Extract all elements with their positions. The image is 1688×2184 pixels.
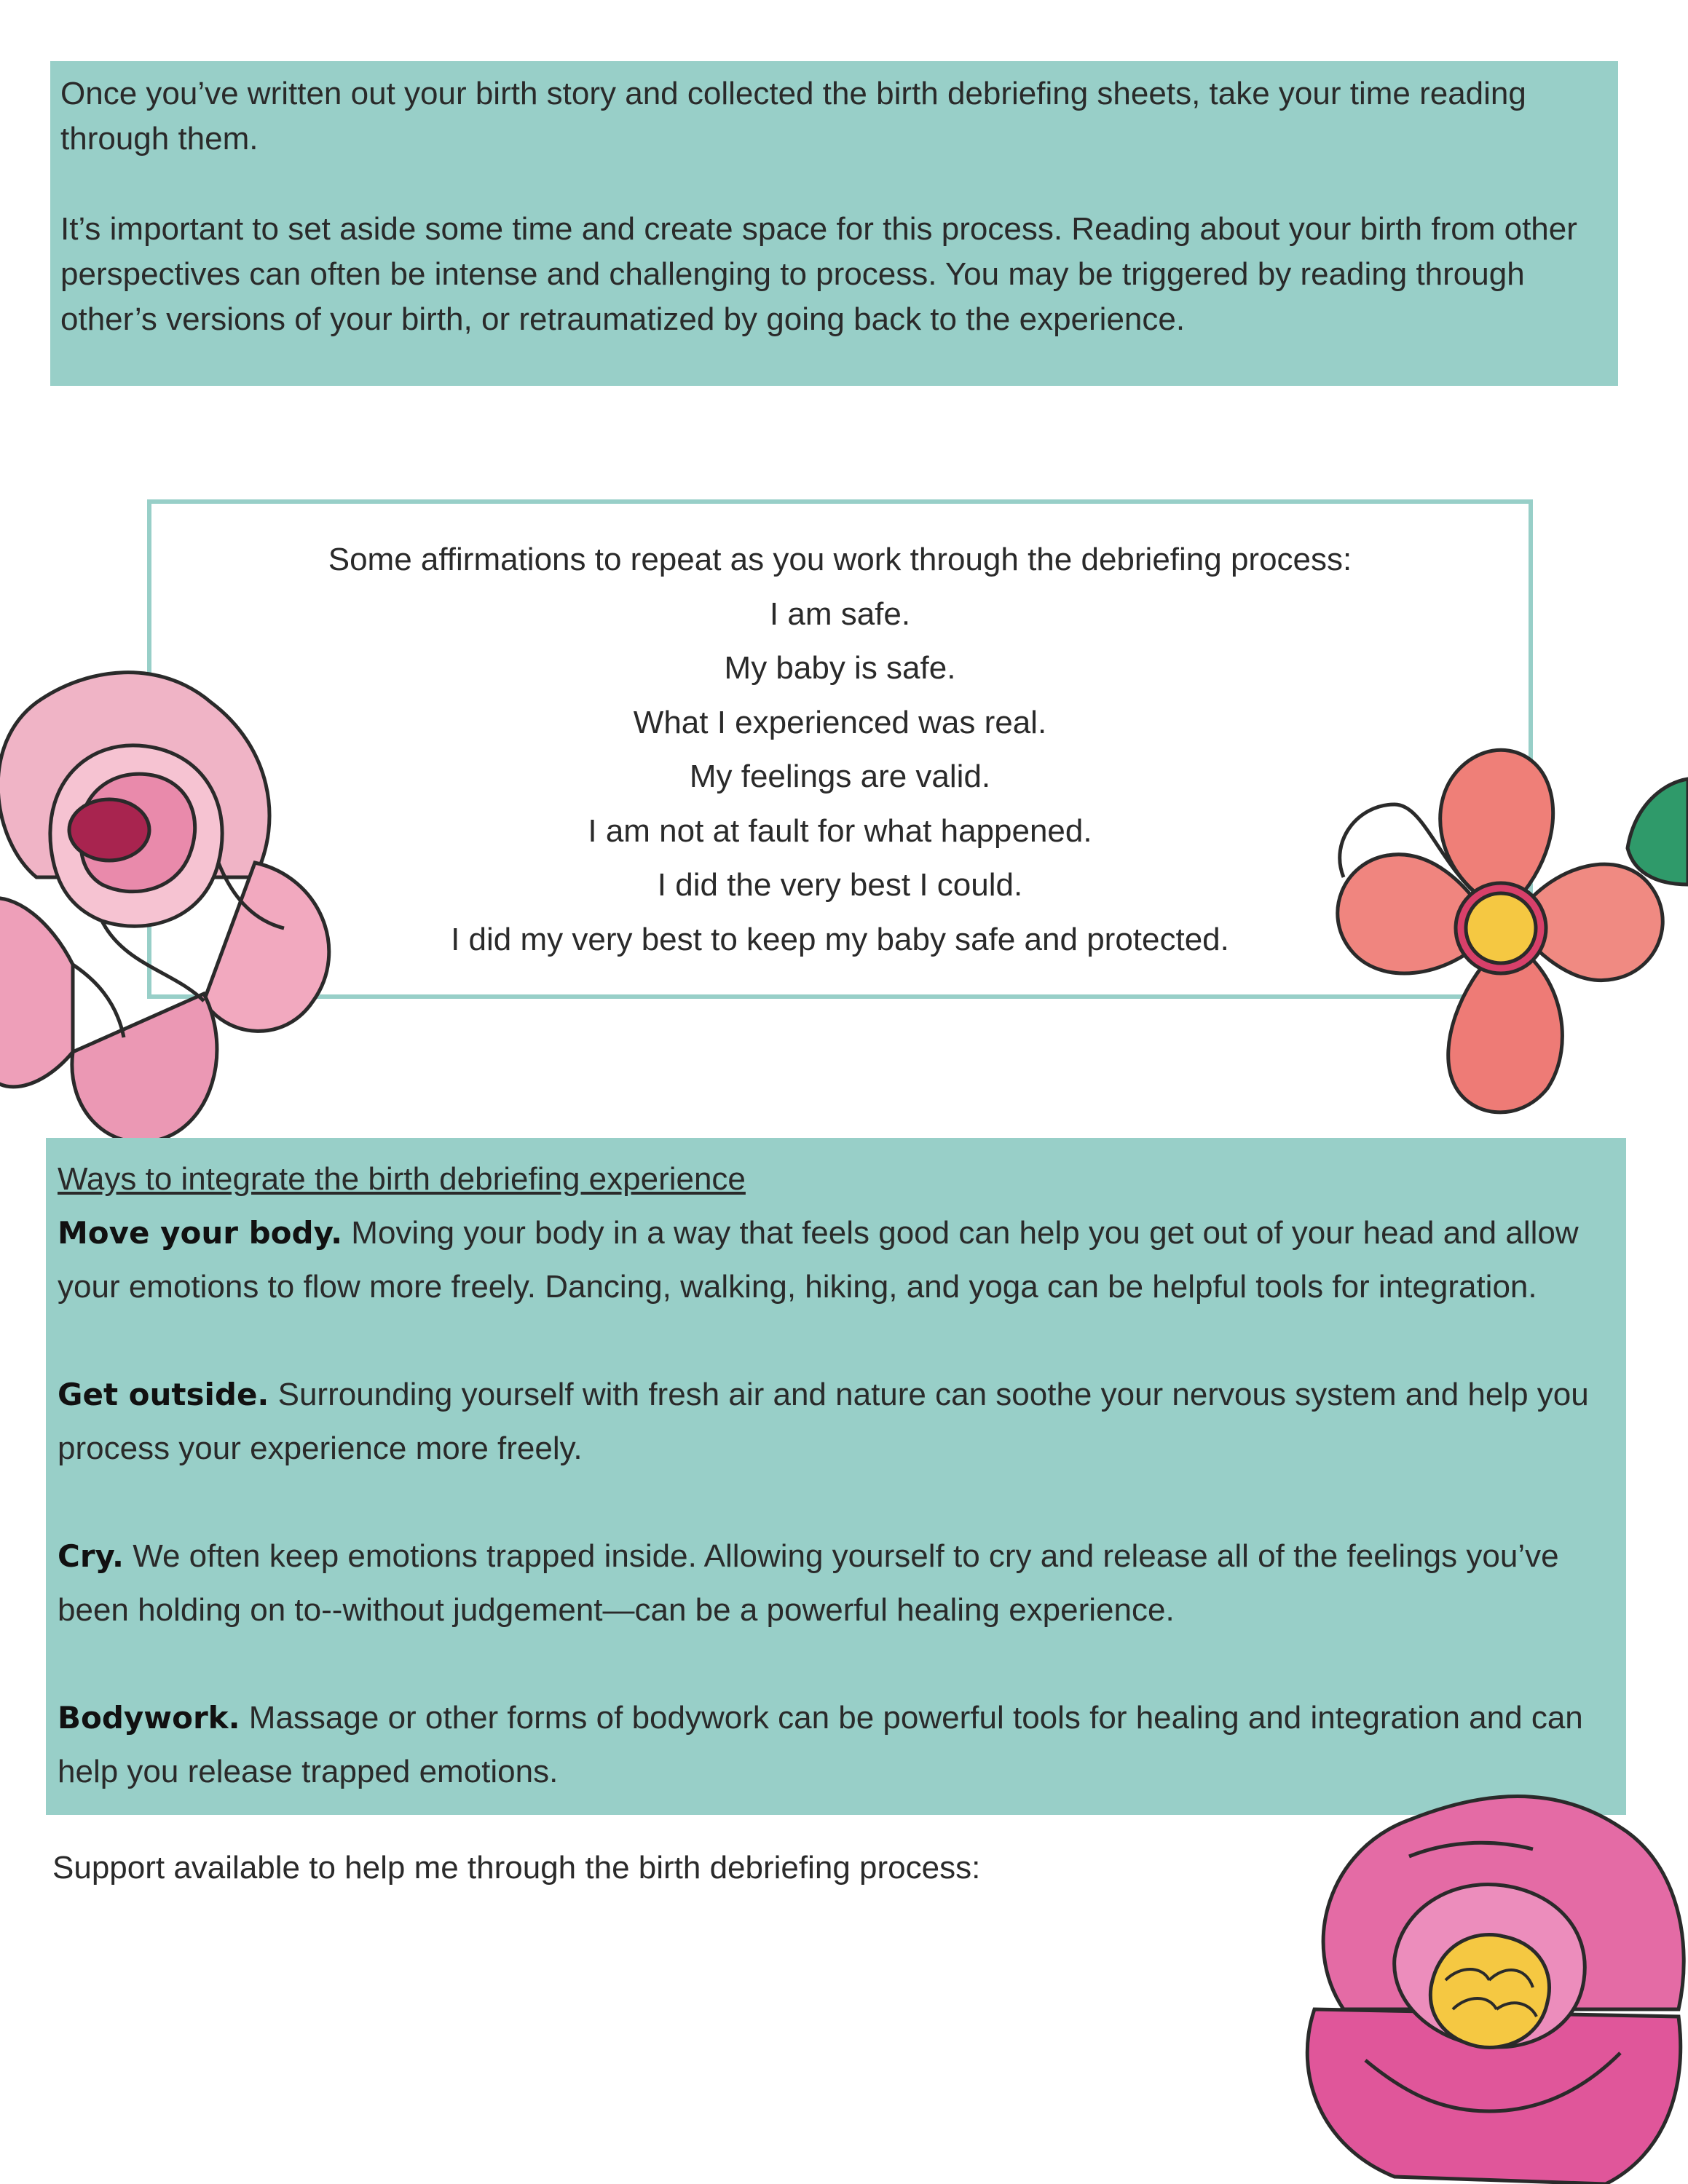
affirmation-item: My feelings are valid. [689,759,991,794]
ways-title: Ways to integrate the birth debriefing experience [58,1161,746,1197]
affirmation-item: I did my very best to keep my baby safe and protected. [451,921,1229,957]
affirmation-item: I am safe. [769,596,911,632]
tip-text: Surrounding yourself with fresh air and nature can soothe your nervous system and help you process your experience more freely. [58,1377,1589,1466]
tip-text: Massage or other forms of bodywork can be powerful tools for healing and integration and can help you release trapped emotions. [58,1700,1583,1789]
leaf-icon [1628,779,1688,885]
affirmations-intro: Some affirmations to repeat as you work through the debriefing process: [328,542,1352,577]
affirmation-item: I did the very best I could. [657,867,1023,903]
tip-text: Moving your body in a way that feels good can help you get out of your head and allow your emotions to flow more freely. Dancing, walking, hiking, and yoga can be helpful tools for integration. [58,1215,1579,1305]
coral-flower-icon [1314,739,1688,1125]
tip-heading: Bodywork. [58,1700,240,1736]
tip-heading: Cry. [58,1538,125,1574]
tip-heading: Move your body. [58,1215,343,1251]
intro-paragraph-1: Once you’ve written out your birth story and collected the birth debriefing sheets, take your time reading through them. [60,76,1526,157]
ways-box [46,1138,1626,1815]
pink-peony-icon [0,659,350,1154]
affirmation-item: My baby is safe. [724,650,956,686]
tip-text: We often keep emotions trapped inside. Allowing yourself to cry and release all of the feelings you’ve been holding on to--without judgement—can be a powerful healing experience. [58,1538,1559,1628]
intro-paragraph-2: It’s important to set aside some time and create space for this process. Reading about your birth from other perspectives can often be intense and challenging to process. You may be triggered by reading through other’s versions of your birth, or retraumatized by going back to the experience. [60,211,1577,337]
tip-get-outside [58,1368,1614,1476]
intro-box [50,61,1618,386]
tip-move-body [58,1206,1614,1314]
affirmation-item: What I experienced was real. [633,704,1047,740]
support-label: Support available to help me through the birth debriefing process: [52,1850,981,1886]
magenta-peony-icon [1300,1769,1688,2184]
tip-cry [58,1530,1614,1637]
tip-heading: Get outside. [58,1377,269,1412]
affirmation-item: I am not at fault for what happened. [588,812,1092,849]
